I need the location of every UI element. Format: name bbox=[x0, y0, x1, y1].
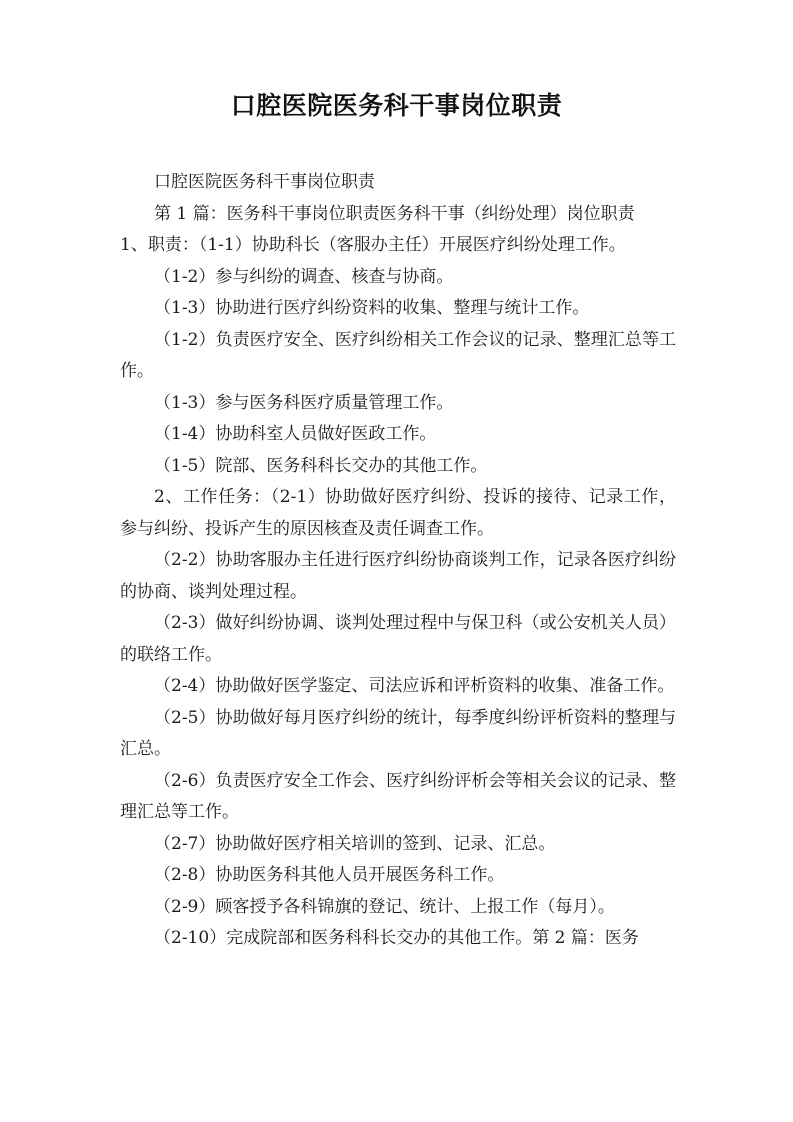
document-body bbox=[120, 167, 676, 955]
paragraph-task-2-1: 2、工作任务：（2-1）协助做好医疗纠纷、投诉的接待、记录工作，参与纠纷、投诉产生的原因核查及责任调查工作。 bbox=[120, 487, 676, 539]
paragraph-task-2-9: （2-9）顾客授予各科锦旗的登记、统计、上报工作（每月）。 bbox=[154, 896, 615, 917]
paragraph-task-2-5: （2-5）协助做好每月医疗纠纷的统计，每季度纠纷评析资料的整理与汇总。 bbox=[120, 707, 676, 759]
paragraph-task-2-3: （2-3）做好纠纷协调、谈判处理过程中与保卫科（或公安机关人员）的联络工作。 bbox=[120, 613, 676, 665]
paragraph-task-2-4: （2-4）协助做好医学鉴定、司法应诉和评析资料的收集、准备工作。 bbox=[154, 676, 675, 696]
paragraph-duty-1-1: 1、职责：（1-1）协助科长（客服办主任）开展医疗纠纷处理工作。 bbox=[120, 235, 626, 255]
paragraph-heading: 口腔医院医务科干事岗位职责 bbox=[154, 172, 375, 192]
paragraph-duty-1-5: （1-5）院部、医务科科长交办的其他工作。 bbox=[154, 455, 488, 476]
paragraph-task-2-6: （2-6）负责医疗安全工作会、医疗纠纷评析会等相关会议的记录、整理汇总等工作。 bbox=[120, 770, 676, 822]
document-title: 口腔医院医务科干事岗位职责 bbox=[230, 91, 563, 120]
paragraph-duty-1-2: （1-2）参与纠纷的调查、核查与协商。 bbox=[154, 266, 454, 287]
paragraph-duty-1-3b: （1-3）参与医务科医疗质量管理工作。 bbox=[154, 392, 454, 413]
paragraph-duty-1-2b: （1-2）负责医疗安全、医疗纠纷相关工作会议的记录、整理汇总等工作。 bbox=[120, 329, 676, 381]
paragraph-task-2-2: （2-2）协助客服办主任进行医疗纠纷协商谈判工作，记录各医疗纠纷的协商、谈判处理过程。 bbox=[120, 550, 676, 602]
paragraph-part-1-intro: 第 1 篇：医务科干事岗位职责医务科干事（纠纷处理）岗位职责 bbox=[154, 203, 635, 224]
paragraph-duty-1-4: （1-4）协助科室人员做好医政工作。 bbox=[154, 424, 437, 444]
paragraph-task-2-7: （2-7）协助做好医疗相关培训的签到、记录、汇总。 bbox=[154, 833, 556, 854]
paragraph-duty-1-3: （1-3）协助进行医疗纠纷资料的收集、整理与统计工作。 bbox=[154, 298, 590, 318]
paragraph-task-2-10: （2-10）完成院部和医务科科长交办的其他工作。第 2 篇：医务 bbox=[154, 928, 639, 948]
paragraph-task-2-8: （2-8）协助医务科其他人员开展医务科工作。 bbox=[154, 865, 505, 885]
